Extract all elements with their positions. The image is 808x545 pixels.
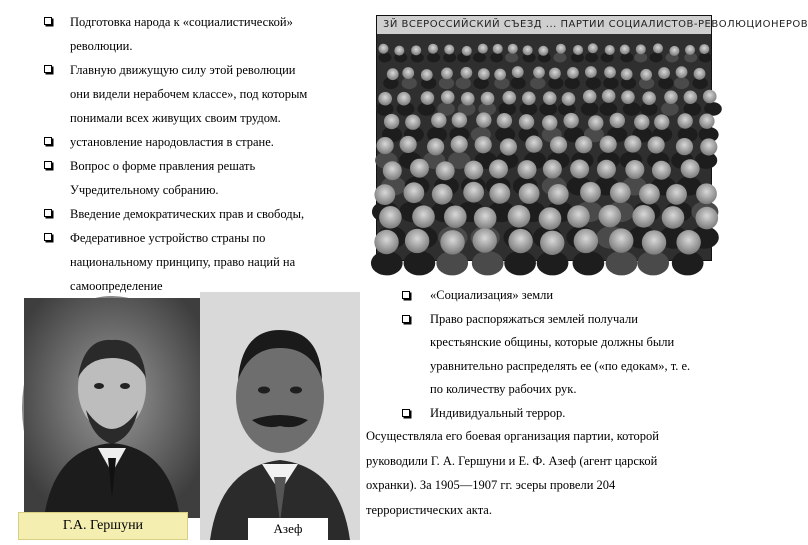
list-item-line: самоопределение	[70, 279, 163, 293]
checkbox-bullet-icon	[402, 409, 410, 417]
azef-image	[200, 292, 360, 540]
list-item-line: по количеству рабочих рук.	[430, 382, 577, 396]
checkbox-bullet-icon	[44, 233, 52, 241]
crowd-image	[377, 34, 711, 260]
list-item-line: Вопрос о форме правления решать	[70, 159, 256, 173]
list-item	[44, 154, 354, 202]
gershuni-image	[24, 298, 200, 518]
list-item	[44, 58, 354, 130]
list-item-line: понимали всех живущих своим трудом.	[70, 111, 281, 125]
list-item	[44, 130, 354, 154]
checkbox-bullet-icon	[44, 137, 52, 145]
list-item	[44, 202, 354, 226]
paragraph-line: охранки). За 1905—1907 гг. эсеры провели 204	[366, 478, 616, 492]
checkbox-bullet-icon	[44, 65, 52, 73]
list-item-line: национальному принципу, право наций на	[70, 255, 296, 269]
list-item-line: они видели нерабочем классе», под которым	[70, 87, 308, 101]
list-item-line: крестьянские общины, которые должны были	[430, 335, 675, 349]
list-item-line: революции.	[70, 39, 133, 53]
list-item-line: Главную движущую силу этой революции	[70, 63, 296, 77]
list-item	[44, 10, 354, 58]
congress-photo	[376, 15, 808, 261]
list-item-line: установление народовластия в стране.	[70, 135, 274, 149]
paragraph-line: Осуществляла его боевая организация партии, которой	[366, 429, 659, 443]
paragraph-line: руководили Г. А. Гершуни и Е. Ф. Азеф (агент царской	[366, 453, 658, 468]
terror-paragraph	[366, 424, 711, 522]
right-bullet-list	[402, 284, 714, 425]
checkbox-bullet-icon	[44, 209, 52, 217]
gershuni-portrait	[22, 296, 202, 520]
list-item	[402, 284, 714, 308]
list-item	[402, 402, 714, 426]
list-item-line: Подготовка народа к «социалистической»	[70, 15, 293, 29]
checkbox-bullet-icon	[402, 291, 410, 299]
congress-banner: 3Й ВСЕРОССИЙСКИЙ СЪЕЗД ... ПАРТИИ СОЦИАЛИСТОВ-РЕВОЛЮЦИОНЕРОВ	[377, 16, 711, 34]
checkbox-bullet-icon	[44, 161, 52, 169]
list-item-line: Федеративное устройство страны по	[70, 231, 266, 245]
left-bullet-list	[44, 10, 354, 298]
azef-portrait	[200, 292, 360, 540]
list-item-line: Право распоряжаться землей получали	[430, 311, 638, 326]
list-item	[44, 226, 354, 298]
list-item-line: Индивидуальный террор.	[430, 405, 566, 420]
gershuni-caption: Г.А. Гершуни	[18, 512, 188, 540]
paragraph-line: террористических акта.	[366, 502, 492, 517]
azef-caption: Азеф	[248, 518, 328, 540]
list-item-line: уравнительно распределять ее («по едокам», т. е.	[430, 358, 691, 373]
checkbox-bullet-icon	[44, 17, 52, 25]
list-item	[402, 308, 714, 402]
list-item-line: Учредительному собранию.	[70, 183, 219, 197]
list-item-line: Введение демократических прав и свободы,	[70, 207, 305, 221]
checkbox-bullet-icon	[402, 315, 410, 323]
list-item-line: «Социализация» земли	[430, 288, 554, 302]
